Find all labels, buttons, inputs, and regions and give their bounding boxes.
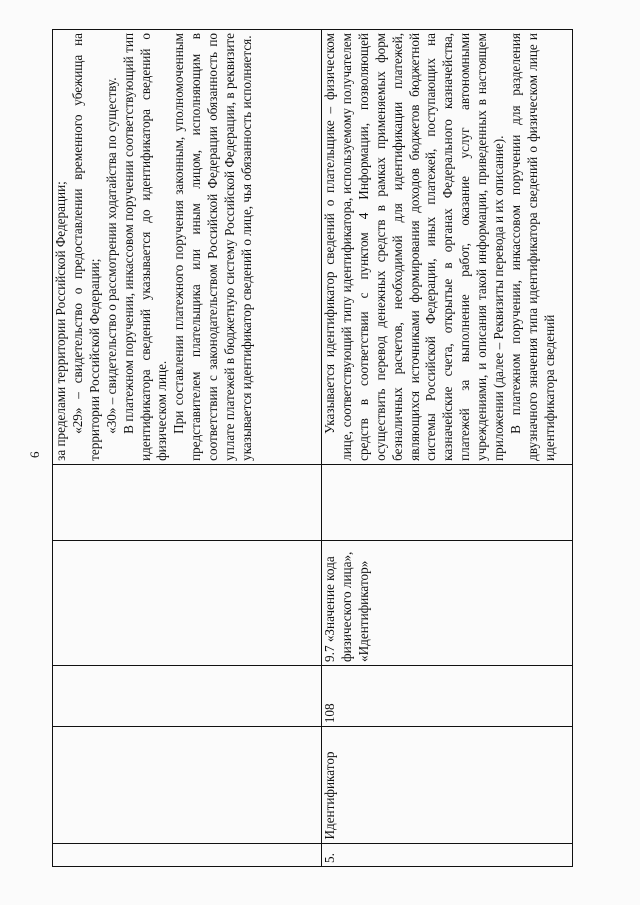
paragraph: В платежном поручении, инкассовом поручении для разделения двузначного значения типа идентификатора сведений о физическом лице и идентификатора сведений [507,33,557,461]
cell-empty-name [53,727,322,843]
paragraph: Указывается идентификатор сведений о плательщике – физическом лице, соответствующий типу идентификатора, используемому получателем средств в соответствии с пунктом 4 Информации, позволяющей осуществить перевод денежных средств в рамках применяемых форм безналичных расчетов, необходимой для идентификации платежей, являющихся источниками формирования доходов бюджетов бюджетной системы Российской Федерации, иных платежей, поступающих на казначейские счета, открытые в органах Федерального казначейства, платежей за выполнение работ, оказание услуг автономными учреждениями, и описания такой информации, приведенных в настоящем приложении (далее – Реквизиты перевода и их описание). [322,33,507,461]
requisite-name: Идентификатор [322,727,573,843]
row-number: 5. [322,843,573,866]
cell-empty-code [53,665,322,726]
paragraph: При составлении платежного поручения законным, уполномоченным представителем плательщика или иным лицом, исполняющим в соответствии с законодательством Российской Федерации обязанность по уплате платежей в бюджетную систему Российской Федерации, в реквизите указывается идентификатор сведений о лице, чья обязанность исполняется. [171,33,254,461]
page-number: 6 [27,451,42,458]
cell-empty-number [53,843,322,866]
requisites-table [52,29,573,867]
table-row-continued [53,30,322,867]
requisite-reference: 9.7 «Значение кода физического лица», «Идентификатор» [322,541,573,666]
paragraph: «30» – свидетельство о рассмотрении ходатайства по существу. [103,77,119,434]
paragraph: В платежном поручении, инкассовом поручении соответствующий тип идентификатора сведений указывается до идентификатора сведений о физическом лице. [120,33,170,461]
requisite-description [322,30,573,465]
table-row-5 [322,30,573,867]
paragraph: за пределами территории Российской Федерации; [53,181,68,461]
cell-empty-reference [53,541,322,666]
requisite-code: 108 [322,665,573,726]
cell-description-continued [53,30,322,465]
cell-empty-extra [53,464,322,541]
paragraph: «29» – свидетельство о предоставлении временного убежища на территории Российской Федерации; [69,33,102,461]
cell-empty-extra [322,464,573,541]
